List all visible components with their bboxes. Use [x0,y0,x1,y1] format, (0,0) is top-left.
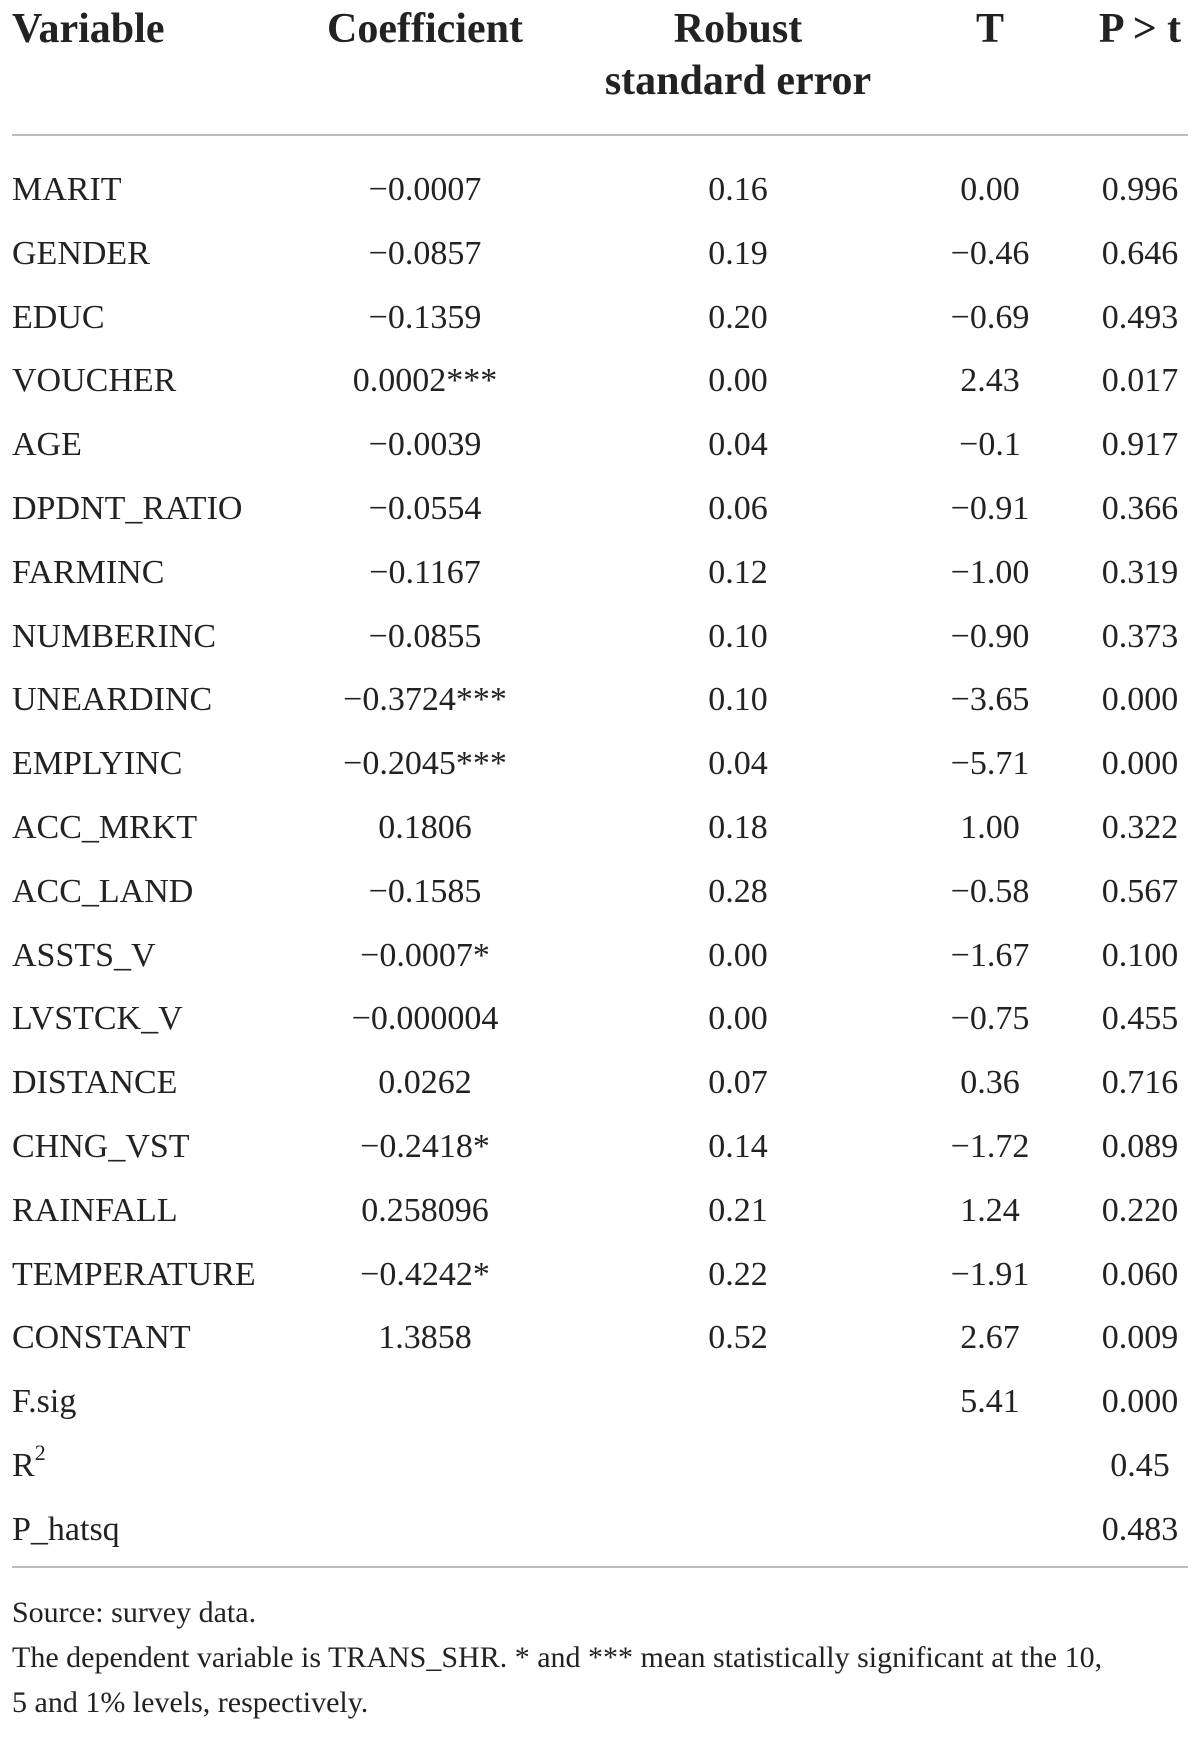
cell-p [1080,349,1200,413]
table-footnotes [12,1590,1192,1725]
cell-coefficient-text: −0.0857 [368,234,482,272]
cell-p-text: 0.100 [1101,936,1179,974]
cell-robust-se [638,924,838,988]
cell-t [910,668,1070,732]
cell-coefficient-text: −0.3724*** [343,681,507,719]
cell-variable [12,1306,191,1370]
cell-t-text: −1.72 [950,1127,1030,1165]
table-row [0,1370,1200,1434]
cell-p [1080,668,1200,732]
cell-coefficient [300,1243,550,1307]
cell-t [910,477,1070,541]
cell-robust-se-text: 0.07 [708,1064,768,1102]
cell-p-text: 0.089 [1101,1127,1179,1165]
cell-variable-text: UNEARDINC [12,681,213,719]
cell-variable-text: CHNG_VST [12,1127,190,1165]
table-row [0,924,1200,988]
cell-t [910,1306,1070,1370]
cell-p-text: 0.319 [1101,553,1179,591]
cell-robust-se-text: 0.22 [708,1255,768,1293]
cell-p [1080,413,1200,477]
cell-robust-se [638,1051,838,1115]
cell-p-text: 0.000 [1101,745,1179,783]
cell-coefficient-text: −0.0855 [368,617,482,655]
cell-p-text: 0.483 [1101,1510,1179,1548]
table-header [0,0,1200,120]
table-row [0,158,1200,222]
cell-t [910,860,1070,924]
cell-p-text: 0.060 [1101,1255,1179,1293]
cell-variable-text: TEMPERATURE [12,1255,256,1293]
cell-variable [12,541,164,605]
cell-coefficient [300,796,550,860]
table-row [0,349,1200,413]
cell-robust-se-text: 0.00 [708,1000,768,1038]
table-body [0,158,1200,1562]
cell-coefficient [300,413,550,477]
cell-t [910,1179,1070,1243]
cell-coefficient-text: −0.000004 [351,1000,499,1038]
cell-p [1080,1179,1200,1243]
cell-p [1080,1306,1200,1370]
cell-p [1080,541,1200,605]
cell-robust-se [638,413,838,477]
cell-variable [12,732,182,796]
cell-coefficient [300,158,550,222]
cell-t-text: 0.00 [960,171,1020,208]
cell-robust-se [638,158,838,222]
cell-variable [12,1179,178,1243]
cell-coefficient [300,860,550,924]
table-row [0,1498,1200,1562]
cell-robust-se [638,605,838,669]
cell-coefficient-text: −0.1167 [369,553,481,591]
cell-robust-se-text: 0.16 [708,171,768,208]
cell-robust-se-text: 0.19 [708,234,768,272]
cell-p [1080,732,1200,796]
cell-variable [12,605,216,669]
cell-p [1080,222,1200,286]
cell-p-text: 0.716 [1101,1064,1179,1102]
cell-variable [12,987,183,1051]
cell-t-text: −5.71 [950,745,1030,783]
cell-p [1080,605,1200,669]
cell-coefficient-text: 0.258096 [361,1191,489,1229]
cell-t [910,1115,1070,1179]
table-row [0,605,1200,669]
table-row [0,1115,1200,1179]
header-robust-line2: standard error [604,58,872,104]
cell-robust-se [638,987,838,1051]
cell-p [1080,796,1200,860]
cell-robust-se-text: 0.20 [708,298,768,336]
cell-coefficient [300,1179,550,1243]
table-row [0,860,1200,924]
cell-t [910,1243,1070,1307]
cell-variable-text: CONSTANT [12,1319,191,1357]
cell-t-text: 0.36 [960,1064,1020,1102]
cell-variable-text: GENDER [12,234,150,272]
cell-p [1080,1370,1200,1434]
cell-variable-text: RAINFALL [12,1191,178,1229]
header-variable: Variable [12,6,165,52]
cell-p [1080,1115,1200,1179]
cell-robust-se [638,1115,838,1179]
cell-coefficient [300,924,550,988]
cell-p-text: 0.455 [1101,1000,1179,1038]
footer-divider [12,1566,1188,1568]
header-coefficient: Coefficient [327,6,523,52]
cell-t [910,924,1070,988]
cell-coefficient [300,541,550,605]
cell-t-text: 5.41 [960,1383,1020,1421]
cell-coefficient-text: −0.0007* [360,936,490,974]
cell-t-text: −1.00 [950,553,1030,591]
header-p: P > t [1098,6,1182,52]
cell-robust-se [638,1179,838,1243]
cell-coefficient-text: 0.0262 [378,1064,472,1102]
r-squared-superscript: 2 [34,1439,46,1465]
cell-t-text: −0.75 [950,1000,1030,1038]
cell-variable [12,222,150,286]
cell-variable [12,860,193,924]
cell-robust-se-text: 0.28 [708,872,768,910]
cell-variable [12,1498,120,1562]
cell-variable-text: NUMBERINC [12,617,217,655]
cell-p-text: 0.917 [1101,426,1179,464]
cell-t [910,222,1070,286]
cell-p-text: 0.567 [1101,872,1179,910]
cell-robust-se-text: 0.10 [708,681,768,719]
cell-coefficient [300,605,550,669]
cell-robust-se-text: 0.10 [708,617,768,655]
cell-p-text: 0.220 [1101,1191,1179,1229]
cell-coefficient [300,1306,550,1370]
cell-t-text: −3.65 [950,681,1030,719]
cell-variable-text: ACC_LAND [12,872,194,910]
table-row [0,413,1200,477]
table-row [0,222,1200,286]
cell-variable [12,1434,46,1498]
cell-variable [12,349,176,413]
cell-t [910,541,1070,605]
cell-p [1080,158,1200,222]
table-row [0,796,1200,860]
cell-robust-se [638,477,838,541]
cell-t-text: −0.46 [950,234,1030,272]
cell-variable-text: DISTANCE [12,1064,178,1102]
header-t: T [975,6,1004,52]
cell-variable-text: LVSTCK_V [12,1000,183,1038]
footnote-note-line2: 5 and 1% levels, respectively. [12,1686,369,1719]
cell-robust-se-text: 0.00 [708,362,768,400]
cell-robust-se-text: 0.04 [708,426,768,464]
cell-p [1080,924,1200,988]
cell-p-text: 0.45 [1110,1446,1170,1484]
cell-variable [12,1051,177,1115]
cell-coefficient-text: 1.3858 [378,1319,472,1357]
cell-p [1080,1434,1200,1498]
cell-variable [12,668,212,732]
cell-variable-text: ACC_MRKT [12,808,198,846]
cell-t [910,413,1070,477]
cell-t-text: −1.91 [950,1255,1030,1293]
cell-variable-text: P_hatsq [12,1510,120,1548]
cell-coefficient [300,1051,550,1115]
cell-variable [12,1243,256,1307]
cell-p-text: 0.009 [1101,1319,1179,1357]
cell-coefficient-text: −0.1359 [368,298,482,336]
cell-t-text: −0.90 [950,617,1030,655]
cell-variable-text: EMPLYINC [12,745,183,783]
cell-p-text: 0.366 [1101,489,1179,527]
cell-t-text: −0.91 [950,489,1030,527]
cell-variable-text: DPDNT_RATIO [12,489,243,527]
cell-coefficient-text: −0.0007 [368,171,482,208]
cell-t-text: 1.00 [960,808,1020,846]
cell-t-text: 2.67 [960,1319,1020,1357]
cell-t-text: −0.1 [959,426,1021,464]
header-divider [12,134,1188,136]
cell-robust-se-text: 0.14 [708,1127,768,1165]
cell-p-text: 0.373 [1101,617,1179,655]
cell-coefficient-text: −0.2418* [360,1127,490,1165]
cell-robust-se [638,541,838,605]
cell-coefficient-text: −0.1585 [368,872,482,910]
cell-variable-text: R [12,1446,35,1484]
cell-t-text: 2.43 [960,362,1020,400]
cell-coefficient [300,477,550,541]
cell-coefficient-text: −0.0554 [368,489,482,527]
cell-robust-se-text: 0.00 [708,936,768,974]
table-row [0,732,1200,796]
cell-variable-text: ASSTS_V [12,936,156,974]
cell-coefficient [300,222,550,286]
cell-p [1080,1498,1200,1562]
cell-coefficient-text: −0.2045*** [343,745,507,783]
table-row [0,1051,1200,1115]
cell-t [910,732,1070,796]
cell-t [910,796,1070,860]
cell-variable [12,924,156,988]
cell-coefficient-text: −0.0039 [368,426,482,464]
cell-variable [12,413,82,477]
cell-t [910,1051,1070,1115]
cell-p [1080,286,1200,350]
cell-robust-se-text: 0.52 [708,1319,768,1357]
cell-p-text: 0.493 [1101,298,1179,336]
cell-variable-text: MARIT [12,171,122,208]
cell-variable [12,286,105,350]
cell-variable [12,1115,190,1179]
cell-variable [12,477,242,541]
cell-variable-text: FARMINC [12,553,165,591]
cell-robust-se [638,222,838,286]
cell-coefficient [300,286,550,350]
table-row [0,668,1200,732]
cell-robust-se [638,668,838,732]
table-row [0,477,1200,541]
cell-p [1080,987,1200,1051]
table-row [0,286,1200,350]
cell-p [1080,1051,1200,1115]
table-row [0,1434,1200,1498]
cell-p-text: 0.996 [1101,171,1179,208]
cell-variable [12,796,197,860]
cell-p-text: 0.000 [1101,1383,1179,1421]
table-row [0,541,1200,605]
cell-robust-se [638,1243,838,1307]
footnote-note-line1: The dependent variable is TRANS_SHR. * and *** mean statistically significant at the 10, [12,1641,1103,1674]
cell-t-text: −0.58 [950,872,1030,910]
table-row [0,1306,1200,1370]
cell-coefficient-text: 0.0002*** [352,362,498,400]
cell-p [1080,1243,1200,1307]
cell-t-text: −0.69 [950,298,1030,336]
cell-robust-se [638,732,838,796]
header-robust-line1: Robust [673,6,803,52]
cell-coefficient [300,349,550,413]
cell-robust-se [638,286,838,350]
cell-robust-se [638,1306,838,1370]
cell-t-text: 1.24 [960,1191,1020,1229]
cell-robust-se-text: 0.18 [708,808,768,846]
cell-p-text: 0.017 [1101,362,1179,400]
cell-variable [12,1370,76,1434]
cell-t [910,158,1070,222]
cell-robust-se [638,796,838,860]
cell-coefficient-text: −0.4242* [360,1255,490,1293]
cell-variable-text: F.sig [12,1383,77,1421]
cell-p-text: 0.646 [1101,234,1179,272]
cell-p-text: 0.000 [1101,681,1179,719]
cell-p-text: 0.322 [1101,808,1179,846]
table-row [0,987,1200,1051]
cell-robust-se-text: 0.12 [708,553,768,591]
cell-coefficient [300,987,550,1051]
table-row [0,1243,1200,1307]
cell-variable-text: AGE [12,426,82,464]
cell-variable-text: EDUC [12,298,105,336]
cell-t [910,1370,1070,1434]
cell-p [1080,860,1200,924]
table-row [0,1179,1200,1243]
cell-robust-se [638,349,838,413]
cell-coefficient [300,1115,550,1179]
cell-t [910,987,1070,1051]
cell-t [910,349,1070,413]
cell-coefficient [300,732,550,796]
cell-variable-text: VOUCHER [12,362,177,400]
cell-robust-se [638,860,838,924]
cell-robust-se-text: 0.21 [708,1191,768,1229]
cell-t-text: −1.67 [950,936,1030,974]
cell-robust-se-text: 0.04 [708,745,768,783]
cell-t [910,286,1070,350]
cell-p [1080,477,1200,541]
cell-t [910,605,1070,669]
cell-coefficient [300,668,550,732]
cell-robust-se-text: 0.06 [708,489,768,527]
cell-variable [12,158,122,222]
cell-coefficient-text: 0.1806 [378,808,472,846]
footnote-source: Source: survey data. [12,1596,257,1629]
